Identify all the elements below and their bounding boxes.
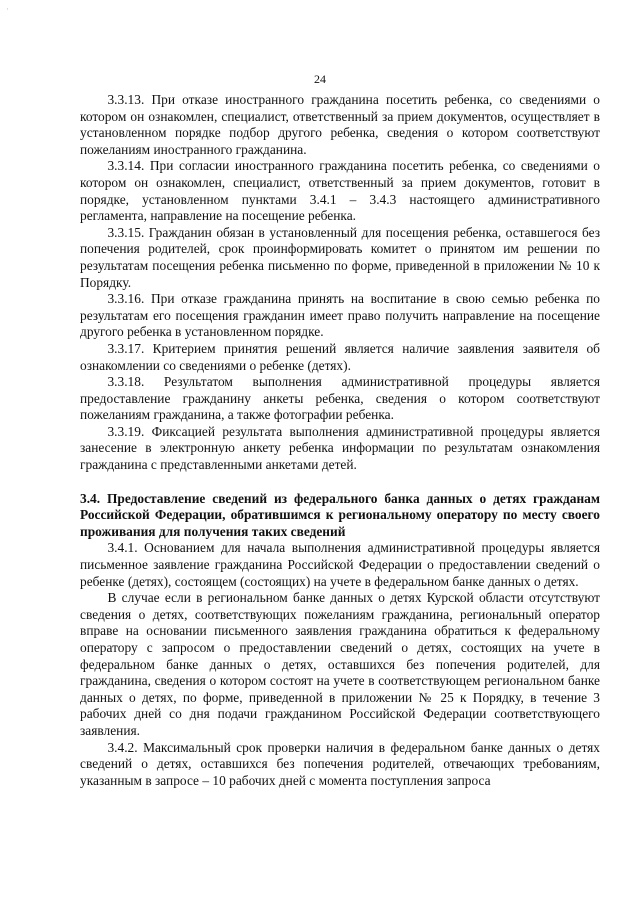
paragraph-3-3-13: 3.3.13. При отказе иностранного гражданина посетить ребенка, со сведениями о котором он ознакомлен, специалист, ответственный за прием документов, осуществляет в установленном порядке подбор другого ребенка, сведения о котором соответствуют пожеланиям иностранного гражданина. (80, 92, 600, 157)
paragraph-3-3-16: 3.3.16. При отказе гражданина принять на воспитание в свою семью ребенка по результатам его посещения гражданин имеет право получить направление на посещение другого ребенка в установленном порядке. (80, 291, 600, 340)
section-heading-3-4: 3.4. Предоставление сведений из федерального банка данных о детях гражданам Российской Федерации, обратившимся к региональному оператору по месту своего проживания для получения таких сведений (80, 490, 600, 539)
paragraph-3-3-14: 3.3.14. При согласии иностранного гражданина посетить ребенка, со сведениями о котором он ознакомлен, специалист, ответственный за прием документов, готовит в порядке, установленном пунктами 3.4.1 – 3.4.3 настоящего административного регламента, направление на посещение ребенка. (80, 158, 600, 224)
page-number: 24 (314, 72, 326, 86)
paragraph-3-3-15: 3.3.15. Гражданин обязан в установленный для посещения ребенка, оставшегося без попечения родителей, срок проинформировать комитет о принятом им решении по результатам посещения ребенка письменно по форме, приведенной в приложении № 10 к Порядку. (80, 224, 600, 290)
paragraph-3-4-1: 3.4.1. Основанием для начала выполнения административной процедуры является письменное заявление гражданина Российской Федерации о предоставлении сведений о ребенке (детях), состоящем (состоящих) на учете в федеральном банке данных о детях. (80, 540, 600, 589)
document-body (80, 92, 600, 789)
paragraph-3-3-18: 3.3.18. Результатом выполнения административной процедуры является предоставление гражданину анкеты ребенка, сведения о котором соответствуют пожеланиям гражданина, а также фотографии ребенка. (80, 374, 600, 423)
paragraph-regional-bank: В случае если в региональном банке данных о детях Курской области отсутствуют сведения о детях, соответствующих пожеланиям гражданина, региональный оператор вправе на основании письменного заявления гражданина обратиться к федеральному оператору с запросом о предоставлении сведений о детях, состоящих на учете в федеральном банке данных о детях, оставшихся без попечения родителей, для гражданина, сведения о котором состоят на учете в соответствующем региональном банке данных о детях, по форме, приведенной в приложении № 25 к Порядку, в течение 3 рабочих дней со дня подачи гражданином Российской Федерации соответствующего заявления. (80, 590, 600, 738)
paragraph-3-4-2: 3.4.2. Максимальный срок проверки наличия в федеральном банке данных о детях сведений о детях, оставшихся без попечения родителей, отвечающих требованиям, указанным в запросе – 10 рабочих дней с момента поступления запроса (80, 739, 600, 788)
corner-mark: · (6, 4, 9, 14)
paragraph-3-3-19: 3.3.19. Фиксацией результата выполнения административной процедуры является занесение в электронную анкету ребенка информации по результатам ознакомления гражданина с представленными анкетами детей. (80, 423, 600, 473)
paragraph-3-3-17: 3.3.17. Критерием принятия решений является наличие заявления заявителя об ознакомлении со сведениями о ребенке (детях). (80, 340, 600, 373)
